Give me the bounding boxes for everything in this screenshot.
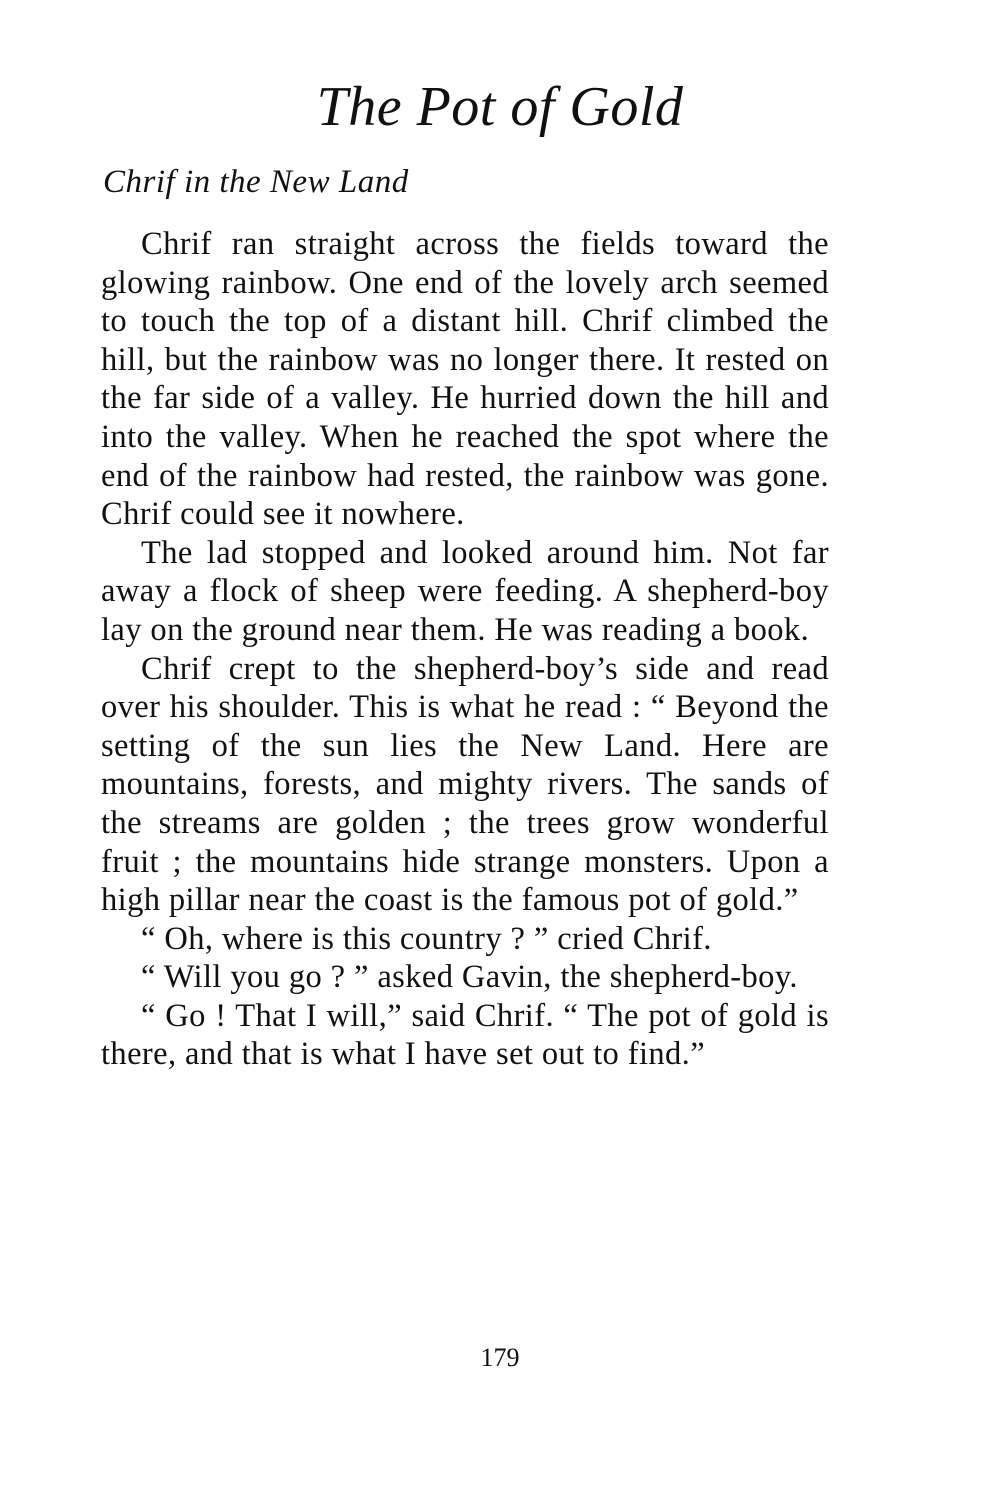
paragraph-5: “ Will you go ? ” asked Gavin, the shepherd-boy. [141,959,798,996]
paragraph-2: The lad stopped and looked around him. Not far away a flock of sheep were feeding. A shepherd-boy lay on the ground near them. He was reading a book. [101,534,829,648]
paragraph-6: “ Go ! That I will,” said Chrif. “ The pot of gold is there, and that is what I have set out to find.” [101,997,829,1073]
chapter-title: Chrif in the New Land [103,164,409,200]
running-title: The Pot of Gold [316,76,684,138]
paragraph-1: Chrif ran straight across the fields toward the glowing rainbow. One end of the lovely arch seemed to touch the top of a distant hill. Chrif climbed the hill, but the rainbow was no longer there. It rested on the far side of a valley. He hurried down the hill and into the valley. When he reached the spot where the end of the rainbow had rested, the rainbow was gone. Chrif could see it nowhere. [101,226,829,533]
page-number: 179 [480,1343,520,1372]
body-text [101,225,829,1074]
paragraph-4: “ Oh, where is this country ? ” cried Chrif. [141,920,712,957]
paragraph-3: Chrif crept to the shepherd-boy’s side and read over his shoulder. This is what he read : “ Beyond the setting of the sun lies the New Land. Here are mountains, forests, and mighty rivers. The sands of the streams are golden ; the trees grow wonderful fruit ; the mountains hide strange monsters. Upon a high pillar near the coast is the famous pot of gold.” [101,650,829,919]
